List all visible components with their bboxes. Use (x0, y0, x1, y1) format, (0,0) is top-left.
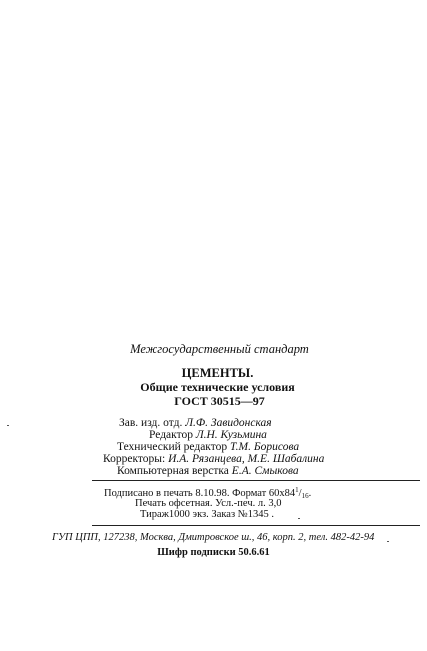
credit-line (117, 442, 299, 454)
document-number: ГОСТ 30515—97 (174, 394, 265, 408)
format-separator: / (298, 488, 302, 499)
credit-role: Корректоры: (103, 453, 166, 465)
credit-person: Л.Ф. Завидонская (185, 417, 272, 429)
divider-rule (92, 525, 420, 526)
print-method-line: Печать офсетная. Усл.-печ. л. 3,0 (135, 498, 282, 509)
format-numerator: 1 (295, 486, 299, 494)
divider-rule (92, 480, 420, 481)
format-end: . (308, 488, 312, 499)
subscription-cipher: Шифр подписки 50.6.61 (157, 547, 270, 558)
scan-speck (7, 425, 9, 426)
credit-person: Т.М. Борисова (230, 441, 300, 453)
credit-role: Редактор (149, 429, 193, 441)
format-denominator: 16 (301, 492, 309, 500)
credit-line (149, 430, 267, 442)
credit-line (117, 466, 299, 478)
print-signed-prefix: Подписано в печать 8.10.98. Формат 60х84 (104, 488, 296, 499)
standard-type: Межгосударственный стандарт (130, 342, 309, 356)
credit-role: Компьютерная верстка (117, 465, 229, 477)
scan-speck (298, 518, 300, 519)
credit-line (119, 418, 272, 430)
credit-person: Л.Н. Кузьмина (195, 429, 267, 441)
credit-person: Е.А. Смыкова (231, 465, 299, 477)
credit-line (103, 454, 324, 466)
credit-person: И.А. Рязанцева, М.Е. Шабалина (168, 453, 325, 465)
credit-role: Зав. изд. отд. (119, 417, 183, 429)
credit-role: Технический редактор (117, 441, 228, 453)
document-subtitle: Общие технические условия (140, 380, 295, 394)
publisher-line: ГУП ЦПП, 127238, Москва, Дмитровское ш., 46, корп. 2, тел. 482-42-94 (52, 532, 375, 543)
scan-speck (387, 541, 389, 542)
document-title: ЦЕМЕНТЫ. (181, 366, 254, 380)
print-run-line: Тираж1000 экз. Заказ №1345 . (140, 509, 274, 520)
